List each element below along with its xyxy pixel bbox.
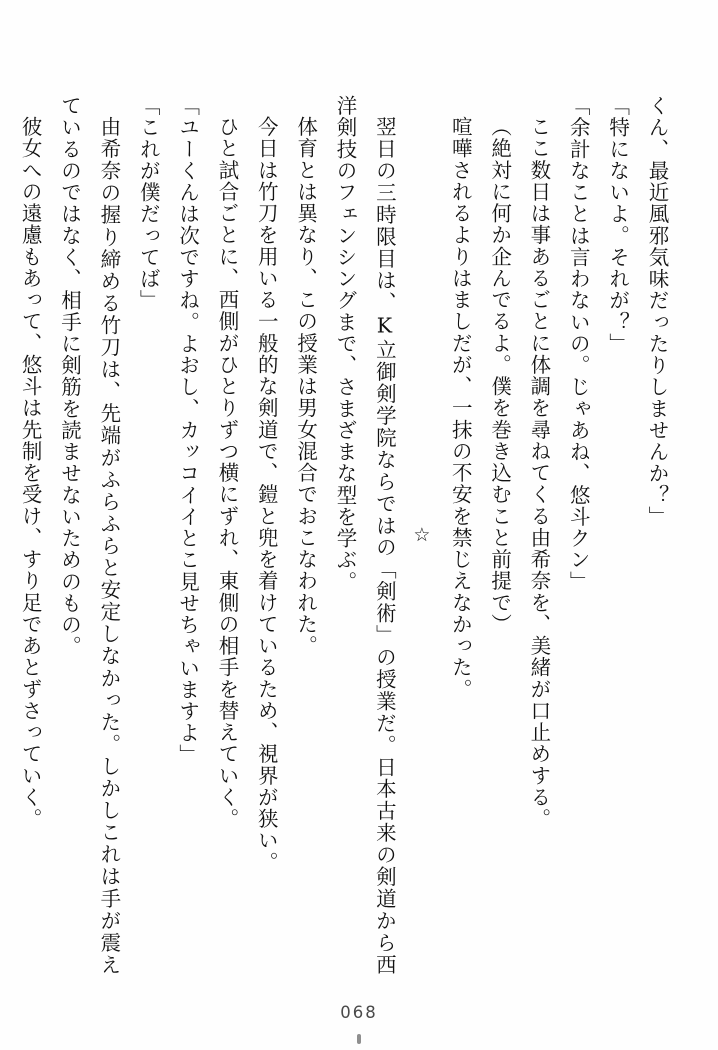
paragraph: ひと試合ごとに、西側がひとりずつ横にずれ、東側の相手を替えていく。 bbox=[214, 115, 239, 830]
paragraph: 体育とは異なり、この授業は男女混合でおこなわれた。 bbox=[293, 115, 318, 657]
vertical-text-body bbox=[18, 95, 676, 975]
paragraph: 喧嘩されるよりはましだが、一抹の不安を禁じえなかった。 bbox=[448, 115, 473, 700]
paragraph: 「これが僕だってば」 bbox=[136, 95, 161, 312]
scene-break-ornament: ☆ bbox=[410, 524, 433, 546]
paragraph: 「ユーくんは次ですね。よおし、カッコイイとこ見せちゃいますよ」 bbox=[175, 95, 200, 766]
paragraph: ここ数日は事あるごとに体調を尋ねてくる由希奈を、美緒が口止めする。 bbox=[526, 115, 551, 830]
paragraph: 「特にないよ。それが？」 bbox=[605, 95, 630, 355]
paragraph: 今日は竹刀を用いる一般的な剣道で、鎧と兜を着けているため、視界が狭い。 bbox=[254, 115, 279, 873]
paragraph: 彼女への遠慮もあって、悠斗は先制を受け、すり足であとずさっていく。 bbox=[18, 115, 43, 830]
page-number: 068 bbox=[340, 1003, 378, 1022]
paragraph: 由希奈の握り締める竹刀は、先端がふらふらと安定しなかった。しかしこれは手が震えているのではなく、相手に剣筋を読ませないためのもの。 bbox=[57, 95, 121, 975]
spine-mark bbox=[357, 1034, 361, 1044]
paragraph: 翌日の三時限目は、K立御剣学院ならではの「剣術」の授業だ。日本古来の剣道から西洋剣技のフェンシングまで、さまざまな型を学ぶ。 bbox=[333, 95, 397, 975]
paragraph: くん、最近風邪気味だったりしませんか？」 bbox=[645, 95, 669, 528]
paragraph: （絶対に何か企んでるよ。僕を巻き込むこと前提で） bbox=[487, 115, 512, 635]
paragraph: 「余計なことは言わないの。じゃあね、悠斗クン」 bbox=[566, 95, 591, 593]
